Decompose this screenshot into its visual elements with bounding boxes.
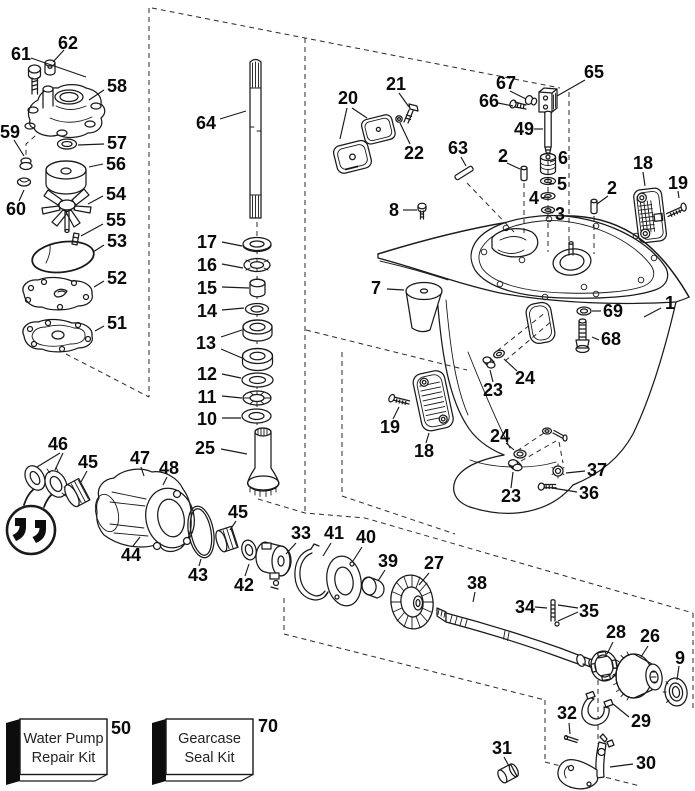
callout-62: 62 [57, 33, 79, 53]
callout-3: 3 [554, 204, 566, 224]
pump-o-ring [30, 238, 96, 276]
callout-26: 26 [639, 626, 661, 646]
seal-detail-badge [7, 487, 56, 554]
callout-14: 14 [196, 301, 218, 321]
callout-70: 70 [257, 716, 279, 736]
retaining-ring-41 [295, 544, 328, 600]
washer-10 [242, 409, 271, 423]
callout-2: 2 [497, 146, 509, 166]
callout-24: 24 [514, 368, 536, 388]
callout-68: 68 [600, 329, 622, 349]
callout-48: 48 [158, 458, 180, 478]
seal-17 [243, 238, 271, 252]
leader-line-55 [81, 224, 103, 236]
callout-44: 44 [120, 545, 142, 565]
anode-block-65 [539, 88, 557, 112]
callout-63: 63 [447, 138, 469, 158]
washer-24a [493, 349, 506, 359]
callout-69: 69 [602, 301, 624, 321]
callout-36: 36 [578, 483, 600, 503]
leader-line-18 [643, 172, 645, 186]
bearing-13-lower [243, 349, 273, 371]
shift-cradle-29 [582, 692, 613, 726]
callout-17: 17 [196, 232, 218, 252]
callout-34: 34 [514, 597, 536, 617]
thrust-bearing-11 [243, 391, 271, 405]
callout-32: 32 [556, 703, 578, 723]
needle-bearing-45b [214, 526, 238, 553]
ring-14 [246, 304, 269, 315]
callout-47: 47 [129, 448, 151, 468]
leader-line-7 [387, 289, 404, 290]
leader-line-53 [93, 245, 104, 252]
clutch-dog-33 [256, 542, 291, 589]
anode-pad-20a [360, 114, 396, 146]
stud-washer-pair [543, 428, 568, 441]
callout-28: 28 [605, 622, 627, 642]
screw-8 [418, 203, 426, 219]
callout-15: 15 [196, 278, 218, 298]
washer [18, 178, 31, 186]
washer-69 [577, 307, 591, 315]
callout-18: 18 [632, 153, 654, 173]
callout-65: 65 [583, 62, 605, 82]
impeller-key [72, 233, 79, 245]
driveshaft [250, 60, 261, 219]
nut-37 [552, 464, 564, 478]
callout-64: 64 [195, 113, 217, 133]
leader-line-34 [535, 607, 547, 608]
callout-20: 20 [337, 88, 359, 108]
pump-base-gasket [23, 319, 92, 351]
plug-23b [509, 460, 523, 471]
leader-line-32 [569, 723, 570, 734]
leader-line-68 [592, 337, 599, 340]
bolt-21 [404, 104, 418, 123]
leader-line-12 [222, 374, 241, 378]
leader-line-26 [641, 646, 648, 657]
leader-line-56 [89, 164, 103, 167]
anode-pad-20b [332, 139, 373, 175]
washer-24b [514, 450, 526, 458]
callout-4: 4 [528, 188, 540, 208]
callout-38: 38 [466, 573, 488, 593]
forward-gear-27 [387, 572, 436, 631]
callout-45: 45 [77, 452, 99, 472]
callout-8: 8 [388, 200, 400, 220]
callout-39: 39 [377, 551, 399, 571]
callout-23: 23 [500, 486, 522, 506]
callout-57: 57 [106, 133, 128, 153]
kit-label-line: Gearcase [178, 731, 241, 747]
callout-6: 6 [557, 148, 569, 168]
dowel-pin-2b [591, 199, 597, 213]
thrust-washer-40 [323, 553, 365, 608]
screw-66 [509, 99, 526, 109]
callout-30: 30 [635, 753, 657, 773]
leader-line-21 [399, 93, 409, 107]
callout-49: 49 [513, 119, 535, 139]
leader-line-45 [230, 521, 236, 530]
callout-41: 41 [323, 523, 345, 543]
bearing-housing-44 [92, 469, 200, 552]
shift-rod-49 [545, 111, 551, 156]
water-pump-assembly [18, 60, 105, 352]
callout-25: 25 [194, 438, 216, 458]
callout-18: 18 [413, 441, 435, 461]
leader-line-38 [473, 592, 475, 602]
leader-line-59 [14, 140, 24, 156]
leader-line-51 [95, 326, 104, 331]
callout-67: 67 [495, 73, 517, 93]
anode-screw-19a [665, 203, 687, 217]
callout-1: 1 [664, 293, 676, 313]
dowel-pin-2a [521, 166, 527, 180]
leader-line-20 [352, 108, 367, 118]
gearcase-housing [378, 216, 689, 514]
leader-line-65 [557, 80, 585, 96]
callout-59: 59 [0, 122, 21, 142]
callout-16: 16 [196, 255, 218, 275]
callout-61: 61 [10, 44, 32, 64]
kit-label-line: Water Pump [23, 731, 104, 747]
callout-53: 53 [106, 231, 128, 251]
impeller-cup [46, 161, 86, 194]
pump-gasket-washer [58, 139, 77, 149]
grommet [20, 158, 32, 170]
screw-36 [538, 481, 557, 494]
leader-line-31 [504, 757, 509, 766]
leader-line-40 [353, 547, 362, 561]
pump-plate [23, 277, 92, 309]
leader-line-57 [78, 144, 104, 145]
leader-line-28 [607, 642, 613, 654]
washer-22 [396, 116, 402, 122]
anode-18-starboard [633, 187, 667, 243]
leader-line-15 [222, 287, 249, 288]
callout-19: 19 [379, 417, 401, 437]
leader-line-13 [221, 330, 242, 337]
leader-line-46 [37, 453, 60, 467]
callout-12: 12 [196, 364, 218, 384]
shift-cam-lever-30 [558, 734, 614, 789]
shift-linkage [496, 692, 614, 789]
callout-35: 35 [578, 601, 600, 621]
callout-42: 42 [233, 575, 255, 595]
leader-line-37 [566, 471, 585, 473]
washer-67 [524, 95, 537, 106]
leader-line-36 [552, 488, 577, 492]
callout-29: 29 [630, 711, 652, 731]
bushing-39 [360, 576, 384, 598]
exhaust-slot [525, 301, 557, 345]
callout-43: 43 [187, 565, 209, 585]
callout-23: 23 [482, 380, 504, 400]
leader-line-11 [222, 396, 242, 398]
callout-40: 40 [355, 527, 377, 547]
leader-line-1 [644, 308, 661, 317]
callout-5: 5 [556, 174, 568, 194]
callout-11: 11 [197, 387, 217, 407]
callout-24: 24 [489, 426, 511, 446]
intake-screen-cone [406, 283, 442, 332]
callout-51: 51 [106, 313, 128, 333]
water-pump-repair-kit-box [6, 719, 107, 785]
leader-line-25 [221, 449, 247, 454]
plug-23a [483, 357, 495, 368]
callout-37: 37 [586, 460, 608, 480]
callout-27: 27 [423, 553, 445, 573]
leader-line-39 [378, 570, 385, 581]
callout-19: 19 [667, 173, 689, 193]
washer-12 [242, 373, 273, 387]
callout-46: 46 [47, 434, 69, 454]
reverse-gear-26 [612, 652, 664, 700]
callout-55: 55 [105, 210, 127, 230]
callout-13: 13 [195, 333, 217, 353]
bearing-13-upper [243, 320, 272, 341]
callout-66: 66 [478, 91, 500, 111]
leader-line-64 [220, 111, 246, 119]
pin-32 [565, 736, 579, 743]
callout-50: 50 [110, 718, 132, 738]
pin-63 [454, 166, 474, 181]
leader-line-54 [88, 196, 103, 204]
bolt-68 [576, 319, 589, 353]
leader-line-29 [613, 704, 629, 717]
leader-line-35 [558, 612, 578, 621]
callout-7: 7 [370, 278, 382, 298]
callout-31: 31 [491, 738, 513, 758]
leader-line-17 [222, 242, 242, 246]
callout-2: 2 [606, 178, 618, 198]
leader-line-63 [461, 157, 466, 166]
callout-9: 9 [674, 648, 686, 668]
gearcase-seal-kit-box [152, 719, 253, 785]
driveshaft-bearing-stack [242, 238, 279, 497]
callout-33: 33 [290, 523, 312, 543]
bearing-16 [244, 259, 270, 272]
callout-52: 52 [106, 268, 128, 288]
pump-bolt [29, 65, 41, 94]
kit-label-line: Repair Kit [31, 750, 96, 766]
callout-56: 56 [105, 154, 127, 174]
leader-line-45 [81, 471, 87, 482]
callout-22: 22 [403, 143, 425, 163]
callout-58: 58 [106, 76, 128, 96]
callout-54: 54 [105, 184, 127, 204]
leader-line-2 [507, 163, 520, 169]
leader-line-13 [221, 349, 242, 358]
callout-45: 45 [227, 502, 249, 522]
impeller [42, 189, 91, 233]
sleeve-15 [250, 279, 265, 297]
seal-9 [663, 676, 690, 707]
leader-line-16 [222, 264, 243, 268]
leader-line-22 [400, 123, 410, 144]
leader-line-33 [286, 543, 296, 554]
leader-line-41 [323, 543, 331, 556]
callout-21: 21 [385, 74, 407, 94]
spring-pin-34 [551, 600, 559, 626]
propeller-shaft-38 [437, 608, 596, 669]
kit-label-line: Seal Kit [184, 750, 235, 766]
leader-line-20 [340, 108, 347, 139]
leader-line-30 [610, 764, 633, 767]
pinion-gear-25 [248, 428, 280, 497]
callout-10: 10 [196, 409, 218, 429]
callout-60: 60 [5, 199, 27, 219]
leader-line-14 [222, 308, 244, 310]
leader-line-52 [94, 281, 104, 287]
leader-line-35 [558, 605, 578, 608]
pivot-pin-31 [496, 762, 520, 784]
